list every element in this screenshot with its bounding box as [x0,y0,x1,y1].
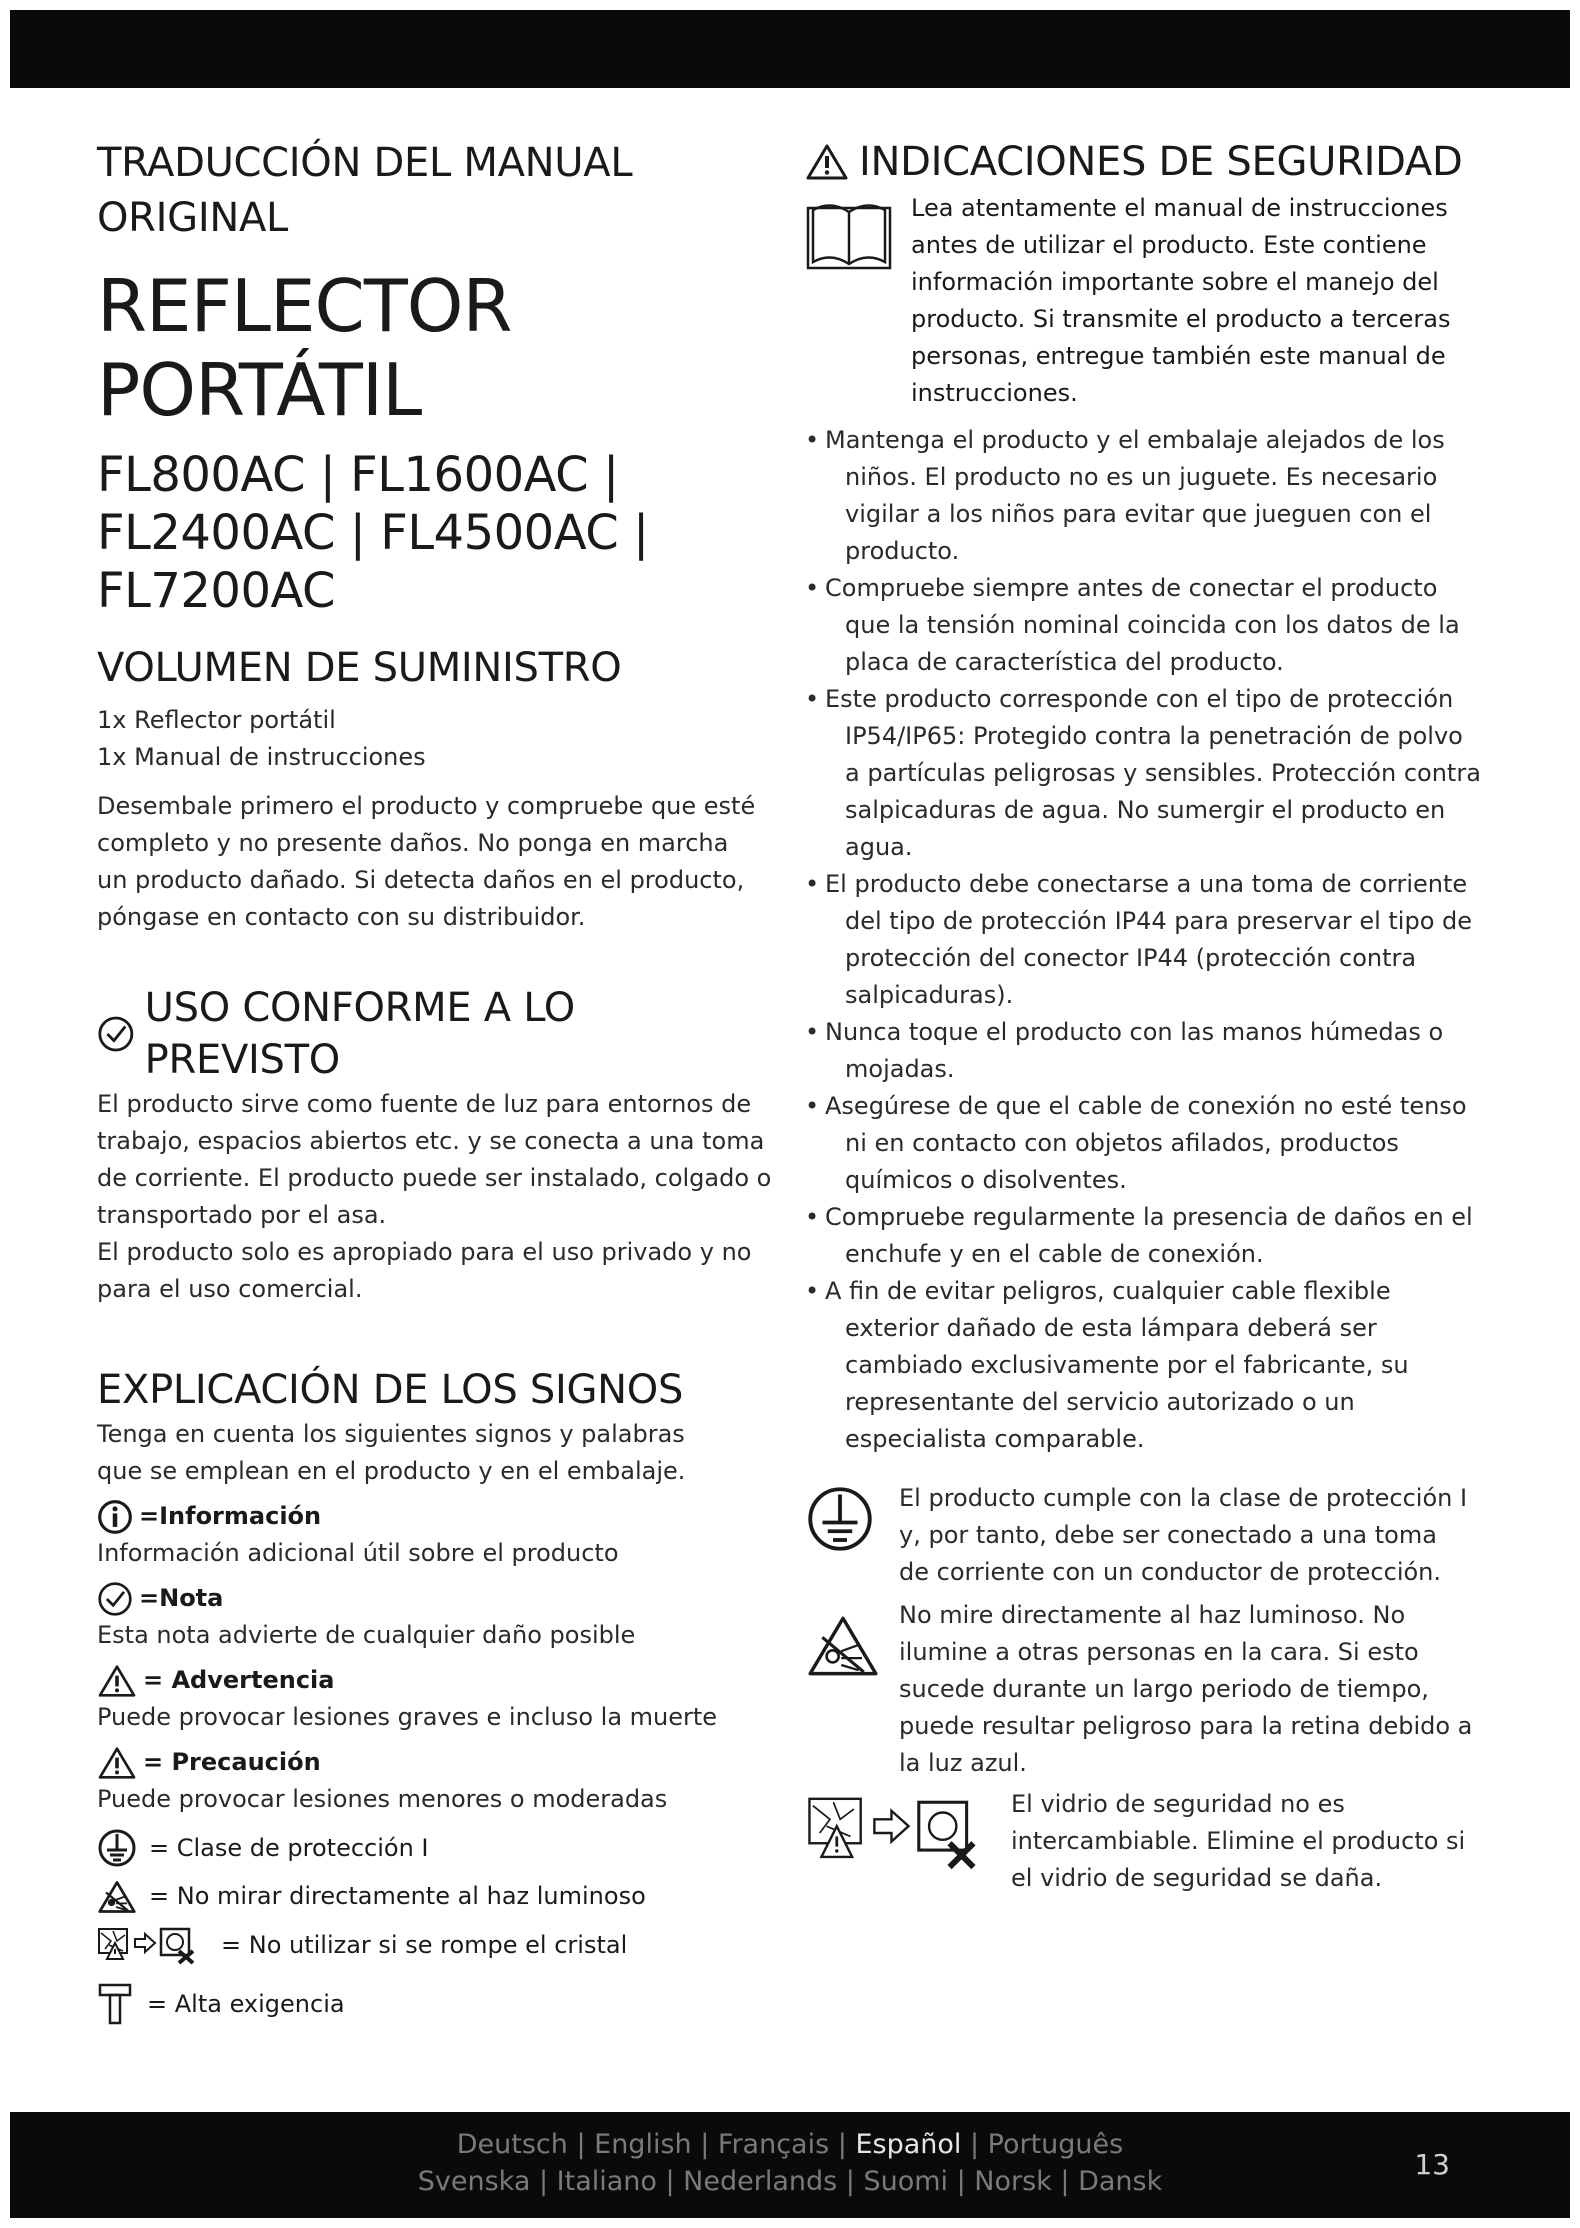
intended-p1: El producto sirve como fuente de luz para entornos de trabajo, espacios abiertos etc. y se conecta a una toma de corriente. El producto puede ser instalado, colgado o transportado por el asa. [97,1090,772,1229]
beam-label: = No mirar directamente al haz luminoso [149,1882,646,1910]
safety-list [805,422,1485,1458]
left-column [97,136,777,2027]
info-desc: Información adicional útil sobre el producto [97,1539,619,1567]
language-active: Español [855,2129,962,2160]
heavy-duty-icon [97,1981,133,2027]
no-look-beam-large-icon [805,1611,881,1681]
manual-read-block [805,190,1485,412]
translation-kicker: TRADUCCIÓN DEL MANUAL ORIGINAL [97,140,633,241]
languages-after: | Português [961,2129,1124,2160]
sign-caution-row [97,1744,777,1781]
safety-bullet: • Nunca toque el producto con las manos húmedas o mojadas. [805,1018,1444,1083]
safety-warning-icon [805,143,849,181]
note-desc: Esta nota advierte de cualquier daño posible [97,1621,636,1649]
class-block [805,1480,1485,1591]
caution-triangle-icon [97,1746,137,1780]
safety-bullet: • Compruebe regularmente la presencia de daños en el enchufe y en el cable de conexión. [805,1203,1473,1268]
right-column [805,136,1485,1897]
sign-note-row [97,1580,777,1617]
supply-note: Desembale primero el producto y compruebe que esté completo y no presente daños. No ponga en marcha un producto dañado. Si detecta daños en el producto, póngase en contacto con su distribuidor. [97,792,756,931]
glass-block [805,1786,1485,1897]
no-look-beam-icon [97,1879,137,1915]
warning-triangle-icon [97,1664,137,1698]
signs-intro: Tenga en cuenta los siguientes signos y palabras que se emplean en el producto y en el embalaje. [97,1420,686,1485]
safety-heading: INDICACIONES DE SEGURIDAD [859,139,1463,185]
note-check-icon [97,1581,133,1617]
broken-glass-icon [97,1925,207,1965]
protection-class-icon [97,1828,137,1868]
intended-p2: El producto solo es apropiado para el uso privado y no para el uso comercial. [97,1238,752,1303]
footer-bar [10,2112,1570,2218]
top-bar [10,10,1570,88]
languages-line2: Svenska | Italiano | Nederlands | Suomi | Norsk | Dansk [417,2166,1163,2197]
sign-heavy-row [97,1981,777,2027]
safety-bullet: • Compruebe siempre antes de conectar el producto que la tensión nominal coincida con los datos de la placa de característica del producto. [805,574,1460,676]
supply-item: 1x Reflector portátil [97,706,336,734]
protection-class-large-icon [805,1484,875,1554]
glass-text: El vidrio de seguridad no es intercambiable. Elimine el producto si el vidrio de seguridad se daña. [1011,1790,1466,1892]
sign-info-row [97,1498,777,1535]
heavy-label: = Alta exigencia [147,1989,345,2018]
safety-bullet: • Asegúrese de que el cable de conexión no esté tenso ni en contacto con objetos afilados, productos químicos o disolventes. [805,1092,1467,1194]
languages-before: Deutsch | English | Français | [456,2129,856,2160]
manual-note: Lea atentamente el manual de instrucciones antes de utilizar el producto. Este contiene información importante sobre el manejo del producto. Si transmite el producto a terceras personas, entregue también este manual de instrucciones. [911,194,1451,407]
caution-label: = Precaución [143,1748,321,1776]
beam-block [805,1597,1485,1782]
intended-heading: USO CONFORME A LO PREVISTO [144,985,575,1083]
sign-glass-row [97,1925,777,1965]
info-icon [97,1499,133,1535]
safety-bullet: • Este producto corresponde con el tipo de protección IP54/IP65: Protegido contra la penetración de polvo a partículas peligrosas y sensibles. Protección contra salpicaduras de agua. No sumergir el producto en agua. [805,685,1481,861]
safety-bullet: • El producto debe conectarse a una toma de corriente del tipo de protección IP44 para preservar el tipo de protección del conector IP44 (protección contra salpicaduras). [805,870,1472,1009]
sign-class-row [97,1828,777,1868]
check-circle-icon [97,1015,135,1053]
glass-label: = No utilizar si se rompe el cristal [221,1930,628,1959]
sign-warning-row [97,1662,777,1699]
sign-beam-row [97,1878,777,1915]
broken-glass-large-icon [805,1792,995,1874]
language-list [10,2126,1570,2200]
warning-desc: Puede provocar lesiones graves e incluso la muerte [97,1703,718,1731]
info-label: =Información [139,1502,322,1530]
page-number: 13 [1414,2148,1450,2181]
safety-bullet: • A fin de evitar peligros, cualquier cable flexible exterior dañado de esta lámpara deberá ser cambiado exclusivamente por el fabricante, su representante del servicio autorizado o un especialista comparable. [805,1277,1409,1453]
beam-text: No mire directamente al haz luminoso. No ilumine a otras personas en la cara. Si esto sucede durante un largo periodo de tiempo, puede resultar peligroso para la retina debido a la luz azul. [899,1601,1473,1777]
warning-label: = Advertencia [143,1666,335,1694]
model-list: FL800AC | FL1600AC | FL2400AC | FL4500AC | FL7200AC [97,447,649,619]
supply-heading: VOLUMEN DE SUMINISTRO [97,645,622,691]
product-title: REFLECTOR PORTÁTIL [97,264,512,432]
class-text: El producto cumple con la clase de protección I y, por tanto, debe ser conectado a una toma de corriente con un conductor de protección. [899,1484,1468,1586]
class-label: = Clase de protección I [149,1833,429,1862]
supply-item: 1x Manual de instrucciones [97,743,426,771]
signs-heading: EXPLICACIÓN DE LOS SIGNOS [97,1367,684,1413]
safety-bullet: • Mantenga el producto y el embalaje alejados de los niños. El producto no es un juguete. Es necesario vigilar a los niños para evitar que jueguen con el producto. [805,426,1445,565]
note-label: =Nota [139,1584,224,1612]
caution-desc: Puede provocar lesiones menores o moderadas [97,1785,668,1813]
read-manual-icon [805,196,893,282]
